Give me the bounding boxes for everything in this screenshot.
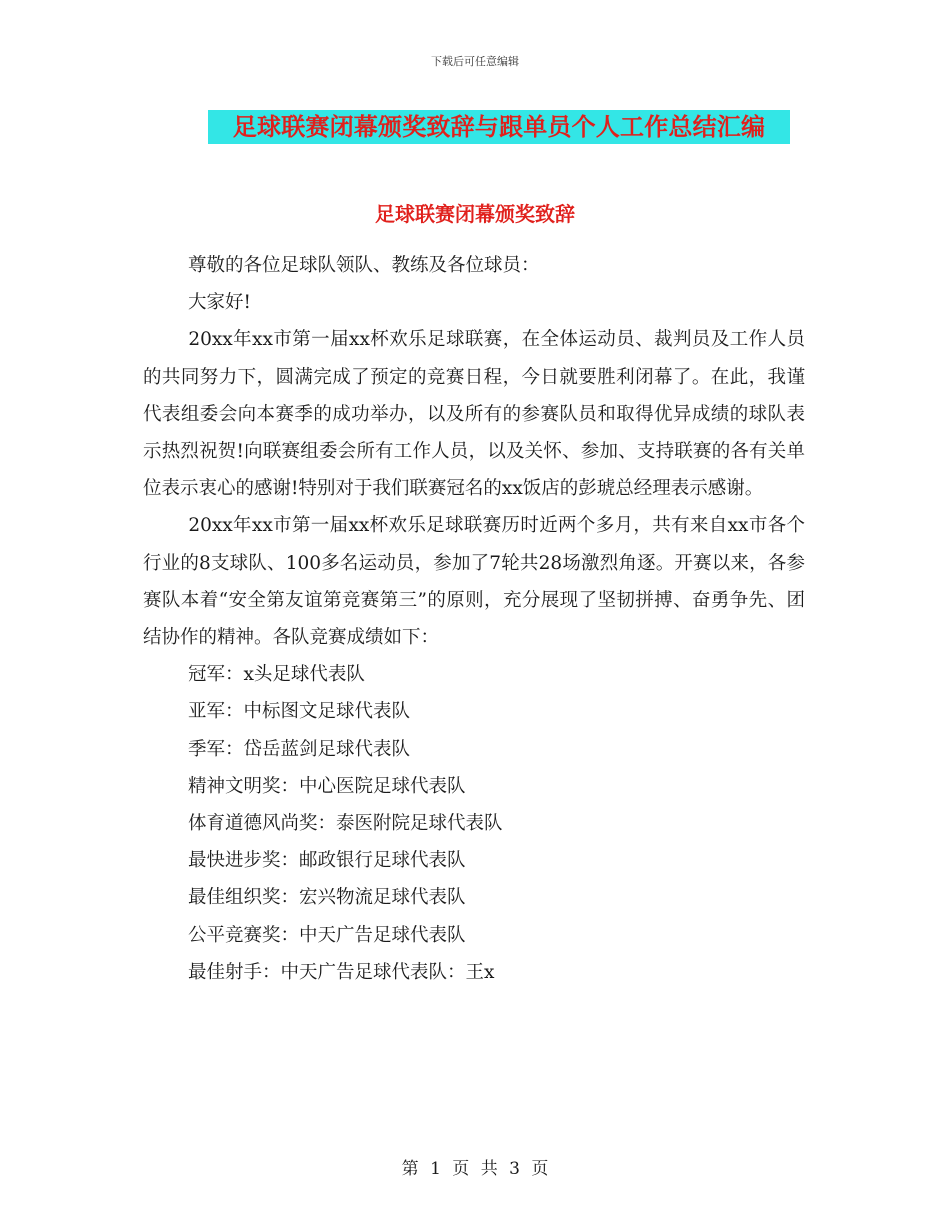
page-header-note: 下载后可任意编辑 <box>431 55 519 68</box>
document-body <box>143 247 805 991</box>
salutation: 尊敬的各位足球队领队、教练及各位球员： <box>188 255 540 276</box>
award-line: 最佳组织奖：宏兴物流足球代表队 <box>188 887 466 909</box>
award-line: 亚军：中标图文足球代表队 <box>188 701 411 723</box>
body-paragraph: 20xx年xx市第一届xx杯欢乐足球联赛，在全体运动员、裁判员及工作人员的共同努力下，圆满完成了预定的竞赛日程，今日就要胜利闭幕了。在此，我谨代表组委会向本赛季的成功举办，以及所有的参赛队员和取得优异成绩的球队表示热烈祝贺!向联赛组委会所有工作人员，以及关怀、参加、支持联赛的各有关单位表示衷心的感谢!特别对于我们联赛冠名的xx饭店的彭琥总经理表示感谢。 <box>143 329 805 500</box>
award-line: 最佳射手：中天广告足球代表队：王x <box>188 961 495 983</box>
award-line: 季军：岱岳蓝剑足球代表队 <box>188 738 411 760</box>
main-title: 足球联赛闭幕颁奖致辞与跟单员个人工作总结汇编 <box>232 113 766 141</box>
award-line: 最快进步奖：邮政银行足球代表队 <box>188 850 466 872</box>
page-number: 第 1 页 共 3 页 <box>401 1159 549 1179</box>
award-line: 公平竞赛奖：中天广告足球代表队 <box>188 924 466 946</box>
section-title: 足球联赛闭幕颁奖致辞 <box>375 202 575 226</box>
award-line: 精神文明奖：中心医院足球代表队 <box>188 775 466 797</box>
main-title-highlight <box>208 110 790 144</box>
award-line: 冠军：x头足球代表队 <box>188 664 365 686</box>
greeting: 大家好! <box>188 292 251 314</box>
award-line: 体育道德风尚奖：泰医附院足球代表队 <box>188 813 503 835</box>
body-paragraph: 20xx年xx市第一届xx杯欢乐足球联赛历时近两个多月，共有来自xx市各个行业的8支球队、100多名运动员，参加了7轮共28场激烈角逐。开赛以来，各参赛队本着“安全第友谊第竞赛第三”的原则，充分展现了坚韧拼搏、奋勇争先、团结协作的精神。各队竞赛成绩如下： <box>143 515 805 649</box>
